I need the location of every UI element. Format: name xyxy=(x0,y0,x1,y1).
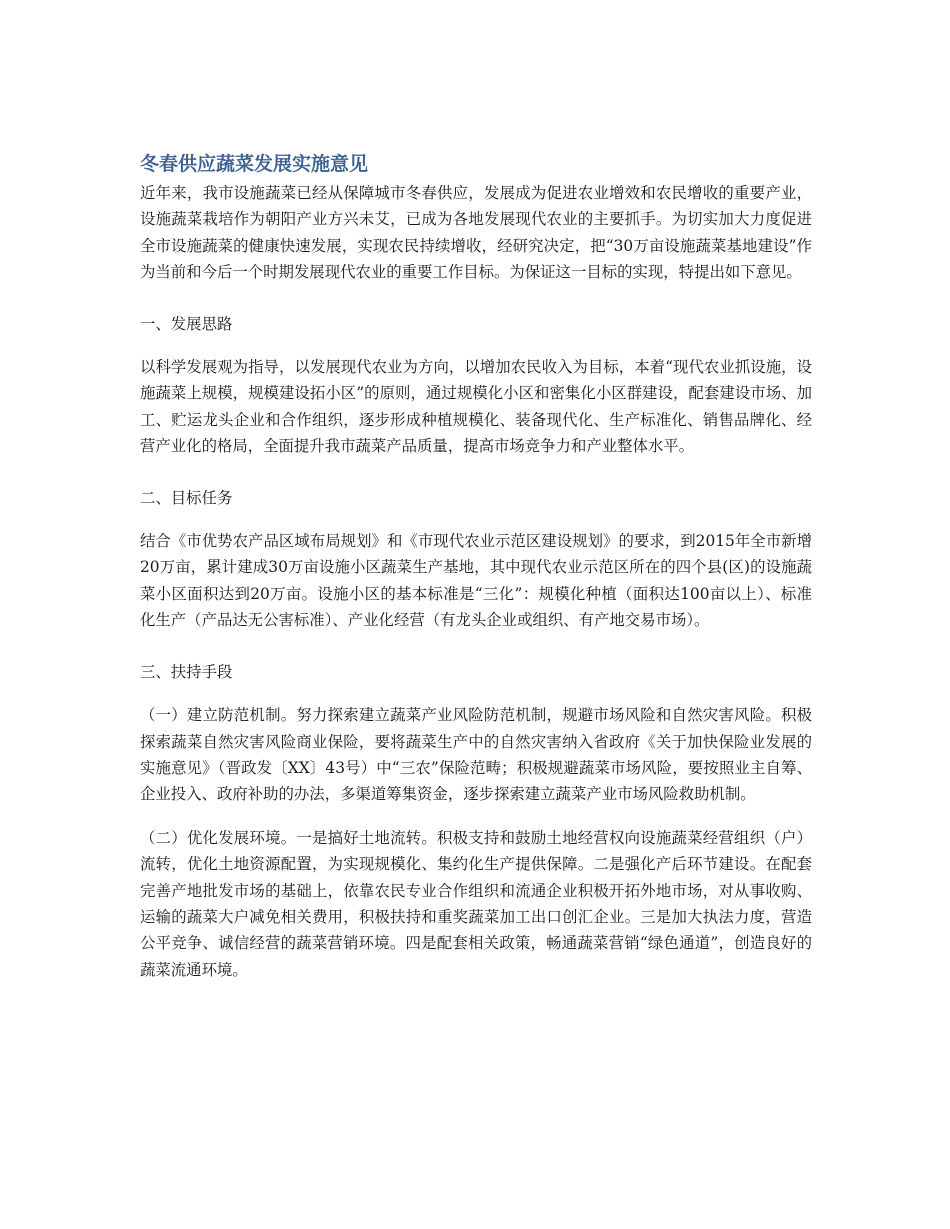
document-page xyxy=(140,150,812,983)
section-heading-development-approach: 一、发展思路 xyxy=(140,314,233,333)
document-title: 冬春供应蔬菜发展实施意见 xyxy=(140,153,369,175)
section-body-goals: 结合《市优势农产品区域布局规划》和《市现代农业示范区建设规划》的要求，到2015年全市新增20万亩，累计建成30万亩设施小区蔬菜生产基地，其中现代农业示范区所在的四个县(区)的设施蔬菜小区面积达到20万亩。设施小区的基本标准是“三化”：规模化种植（面积达100亩以上）、标准化生产（产品达无公害标准）、产业化经营（有龙头企业或组织、有产地交易市场）。 xyxy=(140,532,812,630)
section-heading-support-measures: 三、扶持手段 xyxy=(140,662,233,681)
intro-paragraph: 近年来，我市设施蔬菜已经从保障城市冬春供应，发展成为促进农业增效和农民增收的重要产业，设施蔬菜栽培作为朝阳产业方兴未艾，已成为各地发展现代农业的主要抓手。为切实加大力度促进全市设施蔬菜的健康快速发展，实现农民持续增收，经研究决定，把“30万亩设施蔬菜基地建设”作为当前和今后一个时期发展现代农业的重要工作目标。为保证这一目标的实现，特提出如下意见。 xyxy=(140,184,812,282)
support-measure-paragraph-1: （一）建立防范机制。努力探索建立蔬菜产业风险防范机制，规避市场风险和自然灾害风险。积极探索蔬菜自然灾害风险商业保险，要将蔬菜生产中的自然灾害纳入省政府《关于加快保险业发展的实施意见》（晋政发〔XX〕43号）中“三农”保险范畴；积极规避蔬菜市场风险，要按照业主自筹、企业投入、政府补助的办法，多渠道筹集资金，逐步探索建立蔬菜产业市场风险救助机制。 xyxy=(140,706,812,804)
section-heading-goals: 二、目标任务 xyxy=(140,488,233,507)
support-measure-paragraph-2: （二）优化发展环境。一是搞好土地流转。积极支持和鼓励土地经营权向设施蔬菜经营组织（户）流转，优化土地资源配置，为实现规模化、集约化生产提供保障。二是强化产后环节建设。在配套完善产地批发市场的基础上，依靠农民专业合作组织和流通企业积极开拓外地市场，对从事收购、运输的蔬菜大户减免相关费用，积极扶持和重奖蔬菜加工出口创汇企业。三是加大执法力度，营造公平竞争、诚信经营的蔬菜营销环境。四是配套相关政策，畅通蔬菜营销“绿色通道”，创造良好的蔬菜流通环境。 xyxy=(140,828,812,979)
section-body-development-approach: 以科学发展观为指导，以发展现代农业为方向，以增加农民收入为目标，本着“现代农业抓设施，设施蔬菜上规模，规模建设拓小区”的原则，通过规模化小区和密集化小区群建设，配套建设市场、加工、贮运龙头企业和合作组织，逐步形成种植规模化、装备现代化、生产标准化、销售品牌化、经营产业化的格局，全面提升我市蔬菜产品质量，提高市场竞争力和产业整体水平。 xyxy=(140,358,812,456)
